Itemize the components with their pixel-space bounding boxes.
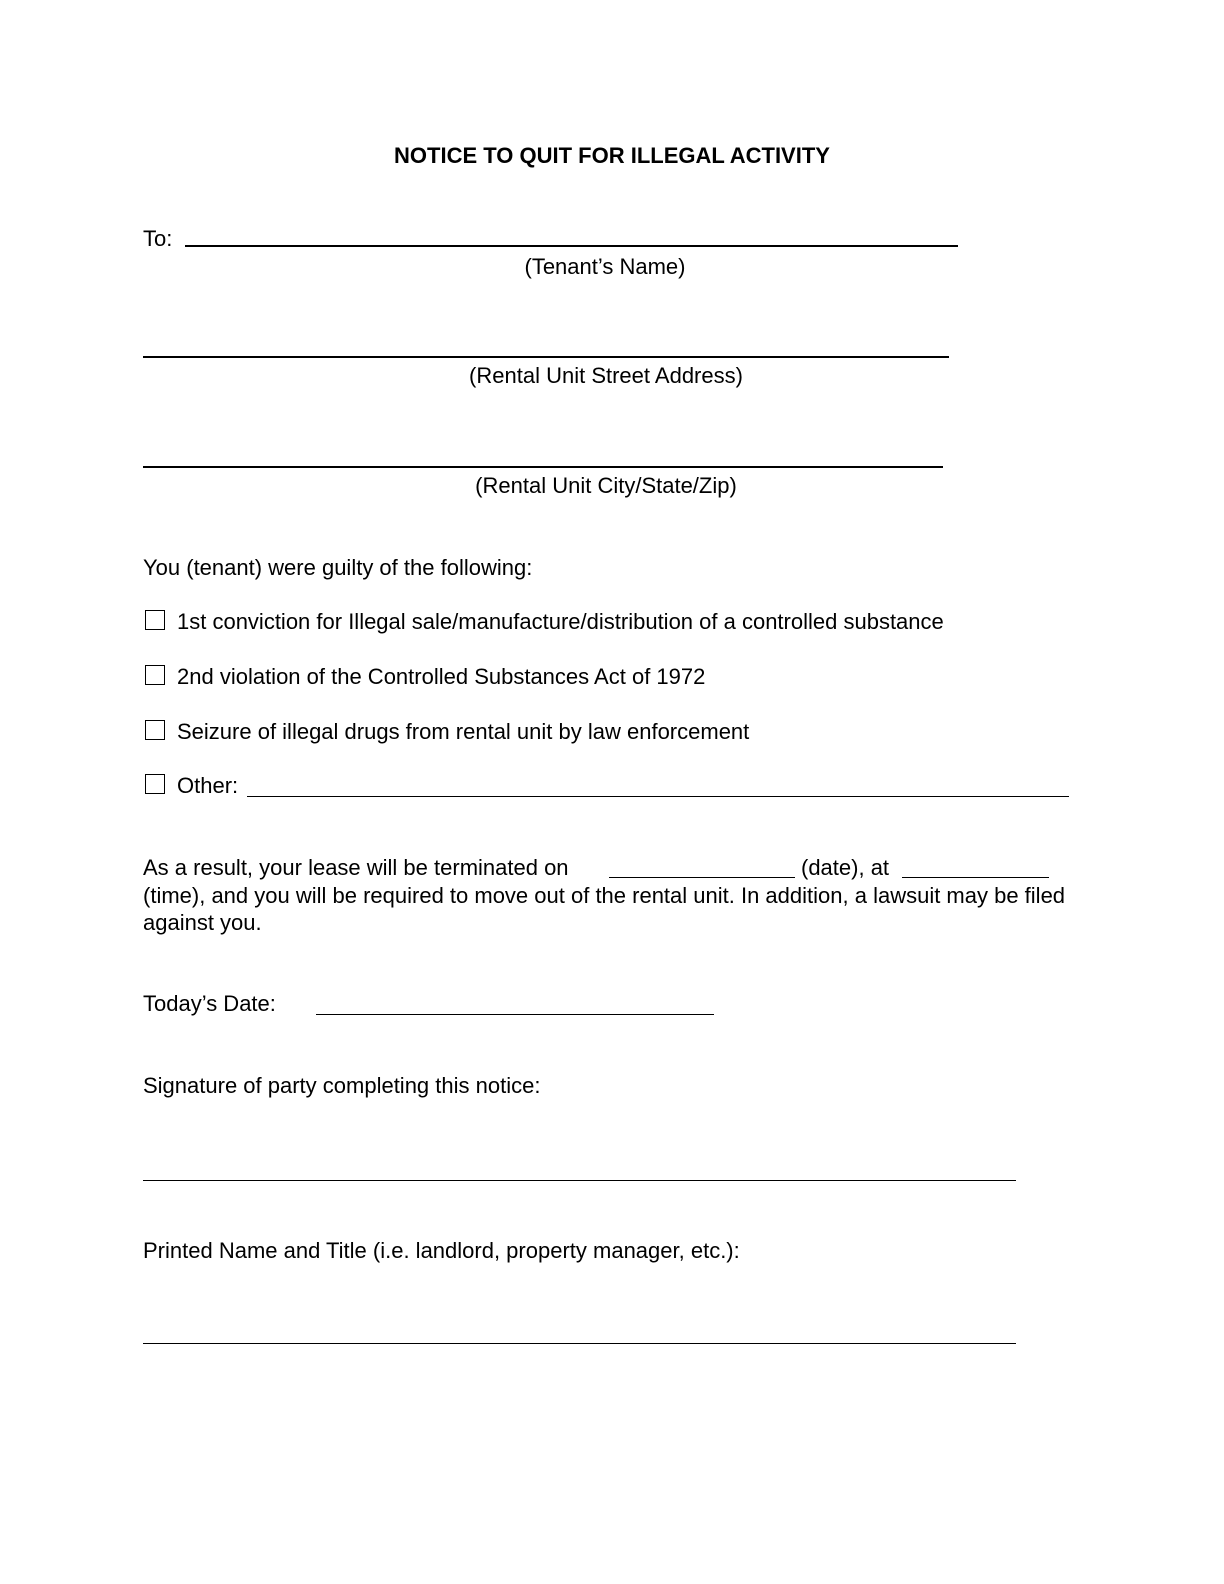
street-address-field[interactable] <box>143 356 949 358</box>
option-other-label: Other: <box>177 773 239 798</box>
termination-date-field[interactable] <box>609 877 795 878</box>
city-state-zip-field[interactable] <box>143 466 943 468</box>
signature-label: Signature of party completing this notice: <box>143 1073 541 1098</box>
printed-name-field[interactable] <box>143 1343 1016 1344</box>
printed-name-label: Printed Name and Title (i.e. landlord, property manager, etc.): <box>143 1238 740 1263</box>
option-2-checkbox[interactable] <box>145 665 165 685</box>
result-date-label: (date), at <box>801 855 890 880</box>
todays-date-label: Today’s Date: <box>143 991 276 1016</box>
tenant-name-field[interactable] <box>185 245 958 247</box>
option-1-label: 1st conviction for Illegal sale/manufacture/distribution of a controlled substance <box>177 609 944 634</box>
result-text-part1: As a result, your lease will be terminated on <box>143 855 569 880</box>
document-title: NOTICE TO QUIT FOR ILLEGAL ACTIVITY <box>394 143 830 168</box>
option-3-label: Seizure of illegal drugs from rental unit by law enforcement <box>177 719 750 744</box>
option-1-checkbox[interactable] <box>145 610 165 630</box>
result-text-part2: (time), and you will be required to move out of the rental unit. In addition, a lawsuit may be filed against you. <box>143 883 1066 935</box>
termination-time-field[interactable] <box>902 877 1049 878</box>
option-other-field[interactable] <box>247 796 1069 797</box>
city-state-zip-caption: (Rental Unit City/State/Zip) <box>475 473 737 498</box>
signature-field[interactable] <box>143 1180 1016 1181</box>
option-other-checkbox[interactable] <box>145 774 165 794</box>
street-address-caption: (Rental Unit Street Address) <box>469 363 743 388</box>
option-3-checkbox[interactable] <box>145 720 165 740</box>
to-label: To: <box>143 226 173 251</box>
todays-date-field[interactable] <box>316 1014 714 1015</box>
guilty-intro: You (tenant) were guilty of the following: <box>143 555 533 580</box>
option-2-label: 2nd violation of the Controlled Substances Act of 1972 <box>177 664 706 689</box>
tenant-name-caption: (Tenant’s Name) <box>524 254 686 279</box>
